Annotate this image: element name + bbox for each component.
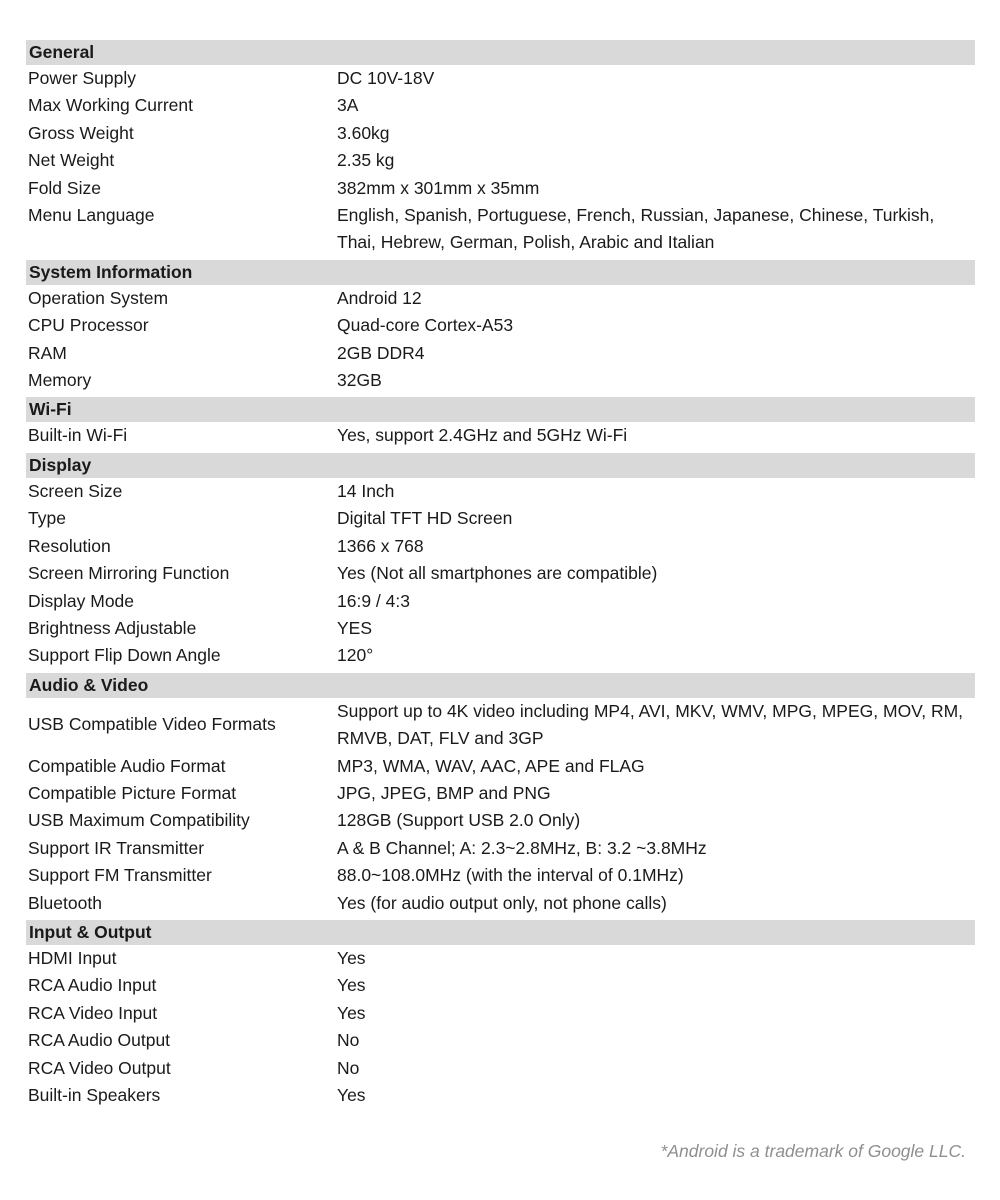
spec-row xyxy=(26,1055,975,1082)
spec-row xyxy=(26,65,975,92)
spec-label: RCA Audio Output xyxy=(28,1030,171,1051)
spec-label: Built-in Wi-Fi xyxy=(28,425,128,446)
spec-row xyxy=(26,698,975,753)
spec-table xyxy=(26,40,975,1109)
spec-label: Power Supply xyxy=(28,68,136,88)
spec-value: No xyxy=(337,1057,360,1078)
spec-value: English, Spanish, Portuguese, French, Russian, Japanese, Chinese, Turkish, Thai, Hebrew, German, Polish, Arabic and Italian xyxy=(337,205,935,253)
spec-row xyxy=(26,615,975,642)
spec-label: Display Mode xyxy=(28,590,135,611)
spec-value: 2GB DDR4 xyxy=(337,342,425,363)
spec-label: HDMI Input xyxy=(28,947,117,968)
spec-row xyxy=(26,560,975,587)
spec-value: 3A xyxy=(337,95,359,116)
spec-value: 120° xyxy=(337,645,374,666)
spec-value: Yes (Not all smartphones are compatible) xyxy=(337,563,658,584)
section-header: Display xyxy=(26,453,975,478)
spec-label: Brightness Adjustable xyxy=(28,617,197,638)
spec-row xyxy=(26,1000,975,1027)
spec-row xyxy=(26,367,975,394)
spec-value: 32GB xyxy=(337,370,382,391)
spec-row xyxy=(26,835,975,862)
spec-row xyxy=(26,120,975,147)
spec-label: Built-in Speakers xyxy=(28,1085,161,1105)
spec-value: Yes xyxy=(337,975,366,996)
spec-value: 14 Inch xyxy=(337,480,395,501)
spec-row xyxy=(26,340,975,367)
section-header: General xyxy=(26,40,975,65)
spec-row xyxy=(26,1082,975,1109)
spec-value: 128GB (Support USB 2.0 Only) xyxy=(337,810,581,831)
spec-label: Compatible Picture Format xyxy=(28,782,237,803)
spec-label: USB Compatible Video Formats xyxy=(28,714,276,735)
spec-label: RCA Audio Input xyxy=(28,975,157,996)
spec-label: Fold Size xyxy=(28,177,101,198)
section-header: System Information xyxy=(26,260,975,285)
spec-row xyxy=(26,312,975,339)
spec-value: Yes, support 2.4GHz and 5GHz Wi-Fi xyxy=(337,425,628,446)
spec-value: Android 12 xyxy=(337,287,422,308)
spec-row xyxy=(26,505,975,532)
spec-row xyxy=(26,92,975,119)
spec-row xyxy=(26,478,975,505)
spec-value: 3.60kg xyxy=(337,122,390,143)
spec-row xyxy=(26,285,975,312)
spec-label: RAM xyxy=(28,342,67,363)
spec-row xyxy=(26,972,975,999)
spec-value: Yes xyxy=(337,947,366,968)
spec-row xyxy=(26,588,975,615)
spec-value: 382mm x 301mm x 35mm xyxy=(337,177,540,198)
spec-row xyxy=(26,175,975,202)
spec-row xyxy=(26,945,975,972)
spec-row xyxy=(26,753,975,780)
spec-label: Support Flip Down Angle xyxy=(28,645,221,666)
spec-value: Quad-core Cortex-A53 xyxy=(337,315,514,336)
spec-row xyxy=(26,533,975,560)
spec-row xyxy=(26,890,975,917)
spec-value: Digital TFT HD Screen xyxy=(337,508,513,529)
spec-row xyxy=(26,1027,975,1054)
spec-row xyxy=(26,862,975,889)
spec-row xyxy=(26,807,975,834)
spec-value: 2.35 kg xyxy=(337,150,395,171)
spec-value: Yes (for audio output only, not phone calls) xyxy=(337,892,667,913)
spec-value: No xyxy=(337,1030,360,1051)
spec-label: RCA Video Output xyxy=(28,1057,171,1078)
spec-label: Support FM Transmitter xyxy=(28,865,212,886)
spec-label: Operation System xyxy=(28,287,169,308)
spec-label: Gross Weight xyxy=(28,122,134,143)
spec-row xyxy=(26,422,975,449)
spec-label: Type xyxy=(28,508,66,529)
spec-label: Menu Language xyxy=(28,205,155,226)
spec-value: Yes xyxy=(337,1085,366,1105)
spec-label: Support IR Transmitter xyxy=(28,837,205,858)
spec-row xyxy=(26,642,975,669)
spec-value: JPG, JPEG, BMP and PNG xyxy=(337,782,551,803)
spec-value: Support up to 4K video including MP4, AVI, MKV, WMV, MPG, MPEG, MOV, RM, RMVB, DAT, FLV and 3GP xyxy=(337,700,964,749)
spec-label: RCA Video Input xyxy=(28,1002,158,1023)
spec-label: Net Weight xyxy=(28,150,115,171)
spec-value: Yes xyxy=(337,1002,366,1023)
section-header: Input & Output xyxy=(26,920,975,945)
spec-value: 16:9 / 4:3 xyxy=(337,590,410,611)
spec-label: Screen Mirroring Function xyxy=(28,563,230,584)
spec-value: 88.0~108.0MHz (with the interval of 0.1MHz) xyxy=(337,865,684,886)
spec-label: Bluetooth xyxy=(28,892,102,913)
spec-label: USB Maximum Compatibility xyxy=(28,810,250,831)
section-header: Wi-Fi xyxy=(26,397,975,422)
spec-row xyxy=(26,780,975,807)
spec-value: 1366 x 768 xyxy=(337,535,424,556)
spec-value: A & B Channel; A: 2.3~2.8MHz, B: 3.2 ~3.8MHz xyxy=(337,837,707,858)
spec-value: DC 10V-18V xyxy=(337,68,435,88)
spec-row xyxy=(26,147,975,174)
spec-value: YES xyxy=(337,617,373,638)
spec-label: CPU Processor xyxy=(28,315,149,336)
section-header: Audio & Video xyxy=(26,673,975,698)
spec-label: Memory xyxy=(28,370,92,391)
spec-value: MP3, WMA, WAV, AAC, APE and FLAG xyxy=(337,755,645,776)
spec-row xyxy=(26,202,975,257)
spec-label: Screen Size xyxy=(28,480,123,501)
trademark-note: *Android is a trademark of Google LLC. xyxy=(660,1141,966,1161)
spec-label: Resolution xyxy=(28,535,111,556)
spec-label: Compatible Audio Format xyxy=(28,755,226,776)
spec-label: Max Working Current xyxy=(28,95,194,116)
